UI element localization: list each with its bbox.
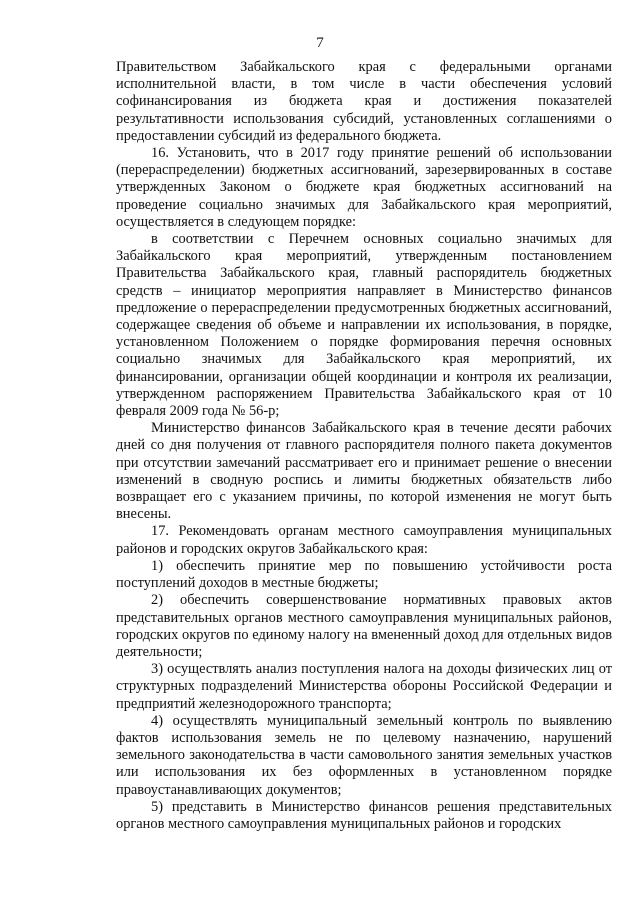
- paragraph-item-17-4: 4) осуществлять муниципальный земельный контроль по выявлению фактов использования земель не по целевому назначению, нарушений земельного законодательства в части самовольного занятия земельных участков или использования их без оформленных в установленном порядке правоустанавливающих документов;: [116, 712, 612, 798]
- paragraph-item-16-ministry: Министерство финансов Забайкальского края в течение десяти рабочих дней со дня получения от главного распорядителя полного пакета документов при отсутствии замечаний рассматривает его и принимает решение о внесении изменений в сводную роспись и лимиты бюджетных обязательств либо возвращает его с указанием причины, по которой изменения не могут быть внесены.: [116, 420, 612, 523]
- paragraph-item-17-3: 3) осуществлять анализ поступления налога на доходы физических лиц от структурных подразделений Министерства обороны Российской Федерации и предприятий железнодорожного транспорта;: [116, 661, 612, 712]
- page-number: 7: [316, 35, 324, 51]
- paragraph-item-16-procedure: в соответствии с Перечнем основных социально значимых для Забайкальского края мероприятий, утвержденным постановлением Правительства Забайкальского края, главный распорядитель бюджетных средств – инициатор мероприятия направляет в Министерство финансов предложение о перераспределении предусмотренных бюджетных ассигнований, содержащее сведения об объеме и направлении их использования, в порядке, установленном Положением о порядке формирования перечня основных социально значимых для Забайкальского края мероприятий, их финансировании, организации общей координации и контроля их реализации, утвержденном распоряжением Правительства Забайкальского края от 10 февраля 2009 года № 56-р;: [116, 231, 612, 420]
- paragraph-item-17-1: 1) обеспечить принятие мер по повышению устойчивости роста поступлений доходов в местные бюджеты;: [116, 557, 612, 592]
- paragraph-item-17: 17. Рекомендовать органам местного самоуправления муниципальных районов и городских округов Забайкальского края:: [116, 523, 612, 557]
- document-body: [116, 59, 612, 833]
- paragraph-item-17-5: 5) представить в Министерство финансов решения представительных органов местного самоуправления муниципальных районов и городских: [116, 798, 612, 832]
- paragraph-item-16: 16. Установить, что в 2017 году принятие решений об использовании (перераспределении) бюджетных ассигнований, зарезервированных в составе утвержденных Законом о бюджете края бюджетных ассигнований на проведение социально значимых для Забайкальского края мероприятий, осуществляется в следующем порядке:: [116, 145, 612, 230]
- paragraph-item-17-2: 2) обеспечить совершенствование нормативных правовых актов представительных органов местного самоуправления муниципальных районов, городских округов по единому налогу на вмененный доход для отдельных видов деятельности;: [116, 592, 612, 660]
- paragraph-continuation: Правительством Забайкальского края с федеральными органами исполнительной власти, в том числе в части обеспечения условий софинансирования из бюджета края и достижения показателей результативности использования субсидий, установленных соглашениями о предоставлении субсидий из федерального бюджета.: [116, 59, 612, 144]
